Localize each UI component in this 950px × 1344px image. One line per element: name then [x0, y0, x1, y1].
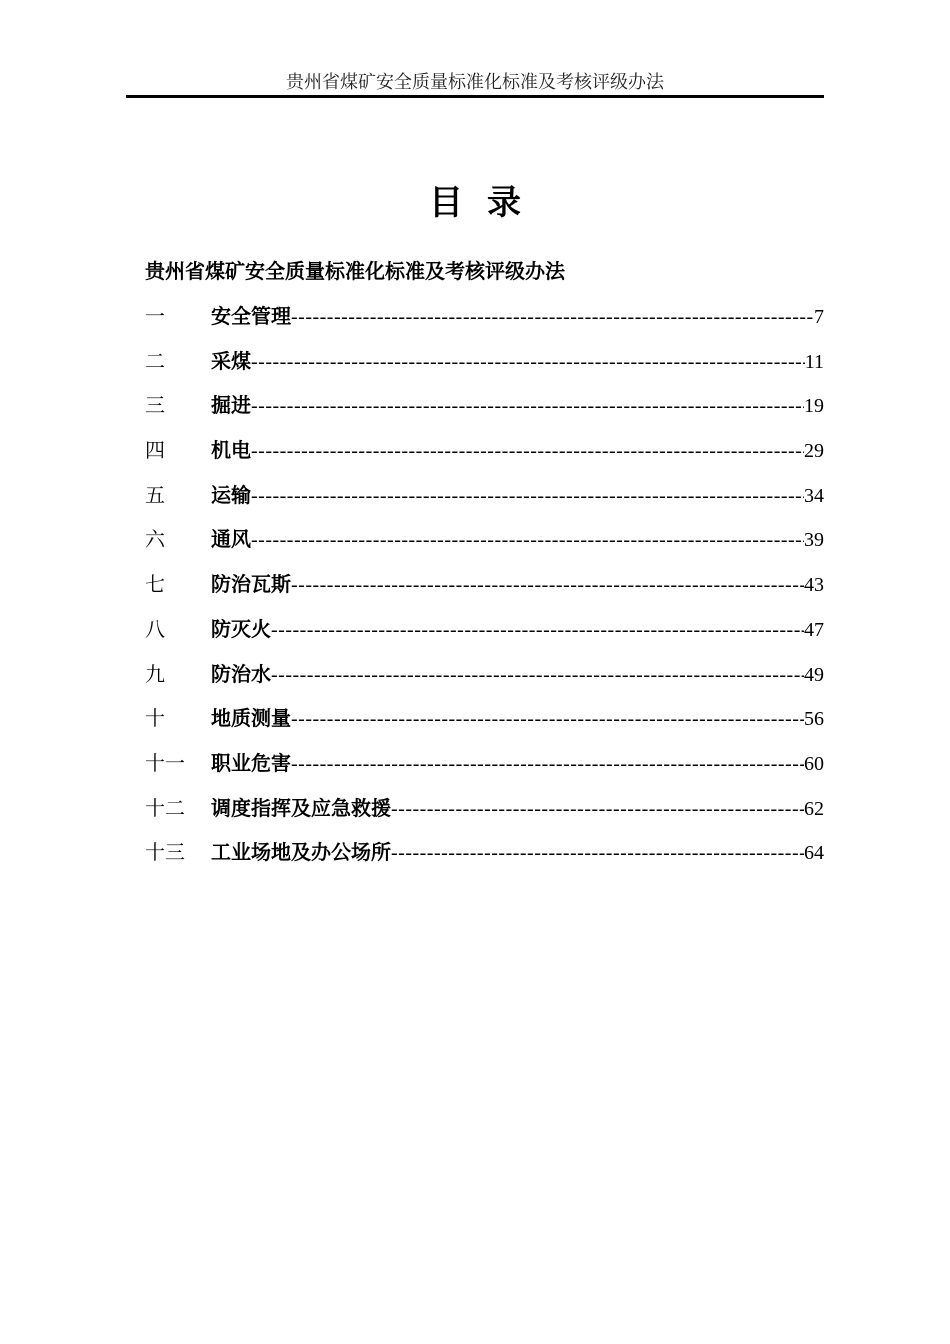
toc-entry-page: 19 [804, 395, 824, 418]
toc-dot-leader [271, 660, 804, 690]
toc-entry-page: 29 [804, 440, 824, 463]
toc-entry[interactable] [145, 837, 824, 882]
toc-dot-leader [391, 794, 804, 824]
toc-list [145, 301, 824, 882]
toc-entry-label: 防灭火 [211, 616, 271, 641]
toc-entry[interactable] [145, 480, 824, 525]
toc-entry-number: 九 [145, 661, 165, 686]
toc-entry-label: 机电 [211, 438, 251, 463]
toc-entry-page: 49 [804, 663, 824, 686]
toc-entry[interactable] [145, 659, 824, 704]
toc-entry[interactable] [145, 301, 824, 346]
toc-entry[interactable] [145, 793, 824, 838]
toc-dot-leader [271, 615, 804, 645]
toc-entry-number: 三 [145, 393, 165, 418]
toc-entry-number: 十三 [145, 840, 185, 865]
toc-entry-label: 安全管理 [211, 304, 291, 328]
toc-entry-label: 通风 [211, 527, 251, 552]
toc-entry-number: 一 [145, 304, 165, 328]
toc-entry-label: 调度指挥及应急救援 [211, 795, 391, 820]
toc-entry-page: 62 [804, 797, 824, 820]
toc-title: 目录 [429, 183, 545, 223]
toc-entry-page: 43 [804, 574, 824, 597]
running-header: 贵州省煤矿安全质量标准化标准及考核评级办法 [286, 72, 664, 93]
toc-entry-label: 采煤 [211, 348, 251, 373]
toc-entry-page: 7 [814, 306, 824, 328]
toc-dot-leader [291, 570, 804, 600]
toc-entry-page: 56 [804, 708, 824, 731]
toc-entry[interactable] [145, 748, 824, 793]
toc-entry-page: 47 [804, 618, 824, 641]
toc-dot-leader [291, 302, 814, 332]
toc-entry-number: 七 [145, 572, 165, 597]
toc-entry-number: 二 [145, 348, 165, 373]
document-title-entry[interactable]: 贵州省煤矿安全质量标准化标准及考核评级办法 [145, 259, 565, 283]
toc-dot-leader [251, 525, 804, 555]
toc-dot-leader [251, 391, 804, 421]
toc-entry-page: 11 [804, 350, 824, 373]
toc-entry-label: 防治水 [211, 661, 271, 686]
toc-entry[interactable] [145, 346, 824, 391]
toc-entry-number: 十 [145, 706, 165, 731]
toc-entry-number: 四 [145, 438, 165, 463]
toc-entry[interactable] [145, 614, 824, 659]
toc-entry-label: 掘进 [211, 393, 251, 418]
toc-entry-label: 工业场地及办公场所 [211, 840, 391, 865]
toc-entry-label: 防治瓦斯 [211, 572, 291, 597]
toc-dot-leader [291, 749, 804, 779]
toc-entry[interactable] [145, 569, 824, 614]
toc-dot-leader [291, 704, 804, 734]
toc-entry[interactable] [145, 435, 824, 480]
toc-entry-number: 十二 [145, 795, 185, 820]
toc-entry[interactable] [145, 524, 824, 569]
toc-entry-number: 八 [145, 616, 165, 641]
header-divider [126, 95, 824, 98]
toc-entry-number: 六 [145, 527, 165, 552]
toc-entry-label: 运输 [211, 482, 251, 507]
toc-entry[interactable] [145, 703, 824, 748]
toc-dot-leader [251, 347, 805, 377]
toc-dot-leader [251, 481, 804, 511]
toc-dot-leader [251, 436, 804, 466]
toc-entry[interactable] [145, 390, 824, 435]
toc-entry-page: 39 [804, 529, 824, 552]
toc-entry-number: 十一 [145, 750, 185, 775]
toc-entry-label: 地质测量 [211, 706, 291, 731]
toc-dot-leader [391, 838, 804, 868]
toc-entry-label: 职业危害 [211, 750, 291, 775]
toc-entry-page: 34 [804, 484, 824, 507]
toc-entry-page: 64 [804, 842, 824, 865]
toc-entry-number: 五 [145, 482, 165, 507]
toc-entry-page: 60 [804, 752, 824, 775]
